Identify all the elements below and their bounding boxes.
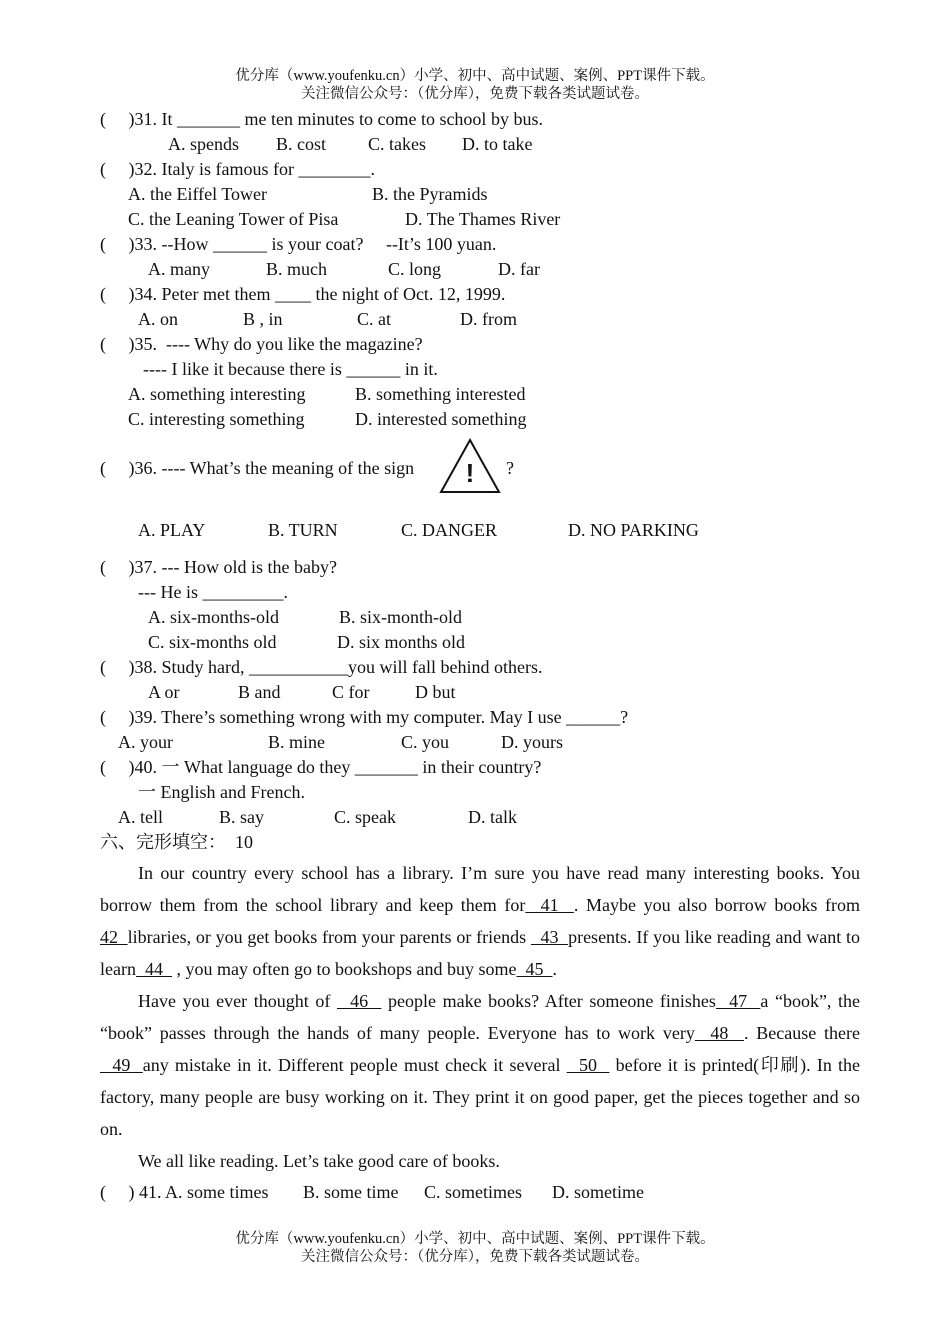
cloze-text: Have you ever thought of [138, 991, 337, 1011]
q37-option-c: C. six-months old [148, 632, 277, 652]
blank-43: 43 [530, 927, 569, 947]
q31-option-a: A. spends [168, 134, 239, 154]
q39-option-a: A. your [118, 732, 173, 752]
q38-option-b: B and [238, 682, 281, 702]
question-33-stem: ( )33. --How ______ is your coat? --It’s 100 yuan. [100, 234, 497, 254]
question-40-stem-2: 一 English and French. [138, 782, 305, 802]
q36-option-b: B. TURN [268, 520, 338, 540]
question-31-stem: ( )31. It _______ me ten minutes to come to school by bus. [100, 109, 543, 129]
cloze-paragraph-2 [100, 985, 860, 1145]
blank-41: 41 [525, 895, 574, 915]
blank-48: 48 [694, 1023, 744, 1043]
q36-option-d: D. NO PARKING [568, 520, 699, 540]
q32-option-a: A. the Eiffel Tower [128, 184, 268, 204]
question-34-stem: ( )34. Peter met them ____ the night of Oct. 12, 1999. [100, 284, 506, 304]
section-title-cloze: 六、完形填空： 10 [100, 832, 253, 852]
q34-option-d: D. from [460, 309, 517, 329]
cloze-text: . Maybe you also borrow books from [573, 895, 860, 915]
q31-option-c: C. takes [368, 134, 426, 154]
q33-option-c: C. long [388, 259, 442, 279]
question-36-stem: ( )36. ---- What’s the meaning of the sign [100, 458, 415, 478]
cloze-text: . Because there [743, 1023, 861, 1043]
q31-option-d: D. to take [462, 134, 533, 154]
q40-option-a: A. tell [118, 807, 163, 827]
q34-option-a: A. on [138, 309, 178, 329]
blank-50: 50 [566, 1055, 610, 1075]
q37-option-a: A. six-months-old [148, 607, 280, 627]
q37-option-d: D. six months old [337, 632, 466, 652]
blank-49: 49 [100, 1055, 143, 1075]
question-35-stem-2: ---- I like it because there is ______ in it. [143, 359, 438, 379]
page-footer-line-2: 关注微信公众号：（优分库），免费下载各类试题试卷。 [301, 1249, 649, 1265]
cloze-text: . [552, 959, 557, 979]
cloze-text: libraries, or you get books from your parents or friends [127, 927, 531, 947]
q35-option-a: A. something interesting [128, 384, 306, 404]
cloze-text: a “book”, the “book” passes through the hands of many people. Everyone has to work very [100, 991, 861, 1043]
blank-45: 45 [516, 959, 553, 979]
q40-option-d: D. talk [468, 807, 517, 827]
q41-option-c: C. sometimes [424, 1182, 522, 1202]
q35-option-d: D. interested something [355, 409, 527, 429]
cloze-text: presents. If you like reading and want to learn [100, 927, 861, 979]
question-35-stem: ( )35. ---- Why do you like the magazine? [100, 334, 423, 354]
q35-option-c: C. interesting something [128, 409, 305, 429]
q31-option-b: B. cost [276, 134, 327, 154]
page-header-line-1: 优分库（www.youfenku.cn）小学、初中、高中试题、案例、PPT课件下载。 [235, 68, 715, 84]
q36-option-c: C. DANGER [401, 520, 498, 540]
cloze-paragraph-3: We all like reading. Let’s take good care of books. [138, 1151, 500, 1171]
page-footer-line-1: 优分库（www.youfenku.cn）小学、初中、高中试题、案例、PPT课件下载。 [235, 1231, 715, 1247]
q34-option-c: C. at [357, 309, 391, 329]
q36-option-a: A. PLAY [138, 520, 206, 540]
blank-44: 44 [135, 959, 172, 979]
cloze-text: , you may often go to bookshops and buy some [171, 959, 517, 979]
cloze-text: people make books? After someone finishes [381, 991, 716, 1011]
question-36-question-mark: ? [506, 458, 514, 478]
q33-option-b: B. much [266, 259, 327, 279]
q35-option-b: B. something interested [355, 384, 526, 404]
q34-option-b: B , in [243, 309, 283, 329]
cloze-text: any mistake in it. Different people must check it several [142, 1055, 567, 1075]
q39-option-b: B. mine [268, 732, 325, 752]
question-37-stem: ( )37. --- How old is the baby? [100, 557, 337, 577]
q38-option-c: C for [332, 682, 370, 702]
q33-option-d: D. far [498, 259, 540, 279]
q39-option-c: C. you [401, 732, 450, 752]
q39-option-d: D. yours [501, 732, 563, 752]
page-header-line-2: 关注微信公众号：（优分库），免费下载各类试题试卷。 [301, 86, 649, 102]
question-41-stem: ( ) 41. A. some times [100, 1182, 269, 1202]
q40-option-c: C. speak [334, 807, 396, 827]
blank-46: 46 [336, 991, 382, 1011]
q33-option-a: A. many [148, 259, 210, 279]
question-32-stem: ( )32. Italy is famous for ________. [100, 159, 375, 179]
cloze-paragraph-1 [100, 857, 860, 985]
question-38-stem: ( )38. Study hard, ___________you will fall behind others. [100, 657, 543, 677]
cloze-text: before it is printed(印刷). In the factory, many people are busy working on it. They print it on good paper, get the pieces together and so on. [100, 1055, 861, 1139]
blank-47: 47 [715, 991, 761, 1011]
q41-option-b: B. some time [303, 1182, 399, 1202]
q32-option-c: C. the Leaning Tower of Pisa [128, 209, 339, 229]
warning-sign-symbol: ! [465, 458, 475, 488]
blank-42: 42 [100, 927, 128, 947]
q41-option-d: D. sometime [552, 1182, 644, 1202]
question-39-stem: ( )39. There’s something wrong with my computer. May I use ______? [100, 707, 629, 727]
question-40-stem: ( )40. 一 What language do they _______ in their country? [100, 757, 542, 777]
q32-option-b: B. the Pyramids [372, 184, 488, 204]
cloze-text: In our country every school has a library. I’m sure you have read many interesting books. You borrow them from the school library and keep them for [100, 863, 860, 915]
q37-option-b: B. six-month-old [339, 607, 463, 627]
q38-option-d: D but [415, 682, 456, 702]
warning-triangle-icon [438, 437, 502, 495]
question-37-stem-2: --- He is _________. [138, 582, 288, 602]
q32-option-d: D. The Thames River [405, 209, 561, 229]
q40-option-b: B. say [219, 807, 264, 827]
q38-option-a: A or [148, 682, 180, 702]
